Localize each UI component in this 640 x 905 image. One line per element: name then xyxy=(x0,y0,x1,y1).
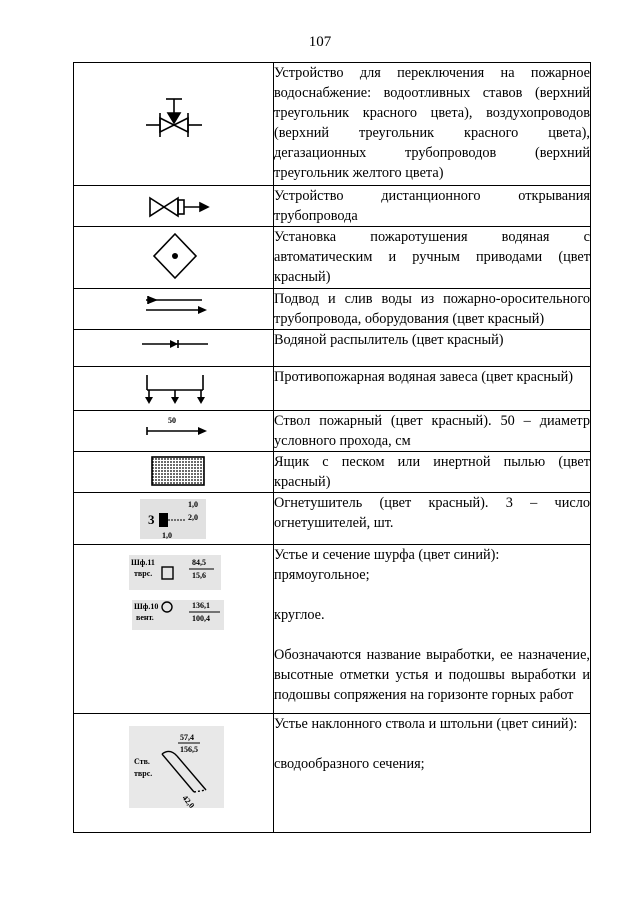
double-arrow-lines-icon xyxy=(74,289,273,330)
svg-text:156,5: 156,5 xyxy=(180,745,198,754)
inclined-shaft-icon xyxy=(74,714,273,833)
svg-text:1,0: 1,0 xyxy=(162,531,172,540)
symbol-cell xyxy=(74,63,274,186)
svg-text:вент.: вент. xyxy=(136,613,154,622)
table-row xyxy=(74,411,591,452)
symbol-cell xyxy=(74,714,274,833)
table-row xyxy=(74,545,591,714)
sprinkler-line-icon xyxy=(74,330,273,367)
table-row xyxy=(74,186,591,227)
table-row xyxy=(74,330,591,367)
symbol-cell xyxy=(74,367,274,411)
table-row xyxy=(74,63,591,186)
description-note: Обозначаются название выработки, ее назначение, высотные отметки устья и подошвы выработки и подошвы сопряжения на горизонте горных работ xyxy=(274,647,590,703)
svg-text:42,0: 42,0 xyxy=(180,793,197,811)
extinguisher-icon xyxy=(74,493,273,545)
description-cell: Ствол пожарный (цвет красный). 50 – диаметр условного прохода, см xyxy=(274,411,591,452)
svg-text:15,6: 15,6 xyxy=(192,571,206,580)
svg-text:84,5: 84,5 xyxy=(192,558,206,567)
symbol-cell xyxy=(74,411,274,452)
symbol-cell xyxy=(74,330,274,367)
table-row xyxy=(74,714,591,833)
sand-box-icon xyxy=(74,452,273,493)
legend-table xyxy=(73,62,591,833)
symbol-cell xyxy=(74,289,274,330)
svg-text:Ств.: Ств. xyxy=(134,757,150,766)
page-number: 107 xyxy=(308,34,332,50)
symbol-cell xyxy=(74,545,274,714)
description-cell xyxy=(274,545,591,714)
description-heading: Устье наклонного ствола и штольни (цвет синий): xyxy=(274,716,578,732)
description-cell: Огнетушитель (цвет красный). 3 – число огнетушителей, шт. xyxy=(274,493,591,545)
svg-text:тврс.: тврс. xyxy=(134,569,153,578)
description-heading: Устье и сечение шурфа (цвет синий): xyxy=(274,547,500,563)
symbol-cell xyxy=(74,493,274,545)
description-cell: Устройство для переключения на пожарное водоснабжение: водоотливных ставов (верхний треугольник красного цвета), воздухопроводов (верхний треугольник красного цвета), дегазационных трубопроводов (верхний треугольник желтого цвета) xyxy=(274,63,591,186)
description-item: круглое. xyxy=(274,607,325,623)
description-cell: Устройство дистанционного открывания трубопровода xyxy=(274,186,591,227)
svg-text:136,1: 136,1 xyxy=(192,601,210,610)
description-cell xyxy=(274,714,591,833)
symbol-cell xyxy=(74,186,274,227)
svg-text:2,0: 2,0 xyxy=(188,513,198,522)
table-row xyxy=(74,452,591,493)
svg-text:Шф.11: Шф.11 xyxy=(131,558,155,567)
symbol-cell xyxy=(74,227,274,289)
symbol-cell xyxy=(74,452,274,493)
diamond-dot-icon xyxy=(74,227,273,289)
remote-valve-icon xyxy=(74,186,273,227)
description-cell: Ящик с песком или инертной пылью (цвет красный) xyxy=(274,452,591,493)
description-item: сводообразного сечения; xyxy=(274,756,425,772)
water-curtain-icon xyxy=(74,367,273,411)
table-row xyxy=(74,367,591,411)
table-row xyxy=(74,493,591,545)
description-item: прямоугольное; xyxy=(274,567,370,583)
svg-text:3: 3 xyxy=(148,512,155,527)
hose-diameter-label: 50 xyxy=(168,416,176,425)
shaft-mouth-icon xyxy=(74,545,273,714)
svg-text:100,4: 100,4 xyxy=(192,614,210,623)
description-cell: Водяной распылитель (цвет красный) xyxy=(274,330,591,367)
svg-text:Шф.10: Шф.10 xyxy=(134,602,159,611)
table-row xyxy=(74,289,591,330)
fire-hose-icon xyxy=(74,411,273,452)
description-cell: Подвод и слив воды из пожарно-оросительного трубопровода, оборудования (цвет красный) xyxy=(274,289,591,330)
description-cell: Установка пожаротушения водяная с автоматическим и ручным приводами (цвет красный) xyxy=(274,227,591,289)
valve-switch-icon xyxy=(74,63,273,186)
description-cell: Противопожарная водяная завеса (цвет красный) xyxy=(274,367,591,411)
svg-text:57,4: 57,4 xyxy=(180,733,194,742)
svg-text:1,0: 1,0 xyxy=(188,500,198,509)
table-row xyxy=(74,227,591,289)
svg-text:тврс.: тврс. xyxy=(134,769,153,778)
